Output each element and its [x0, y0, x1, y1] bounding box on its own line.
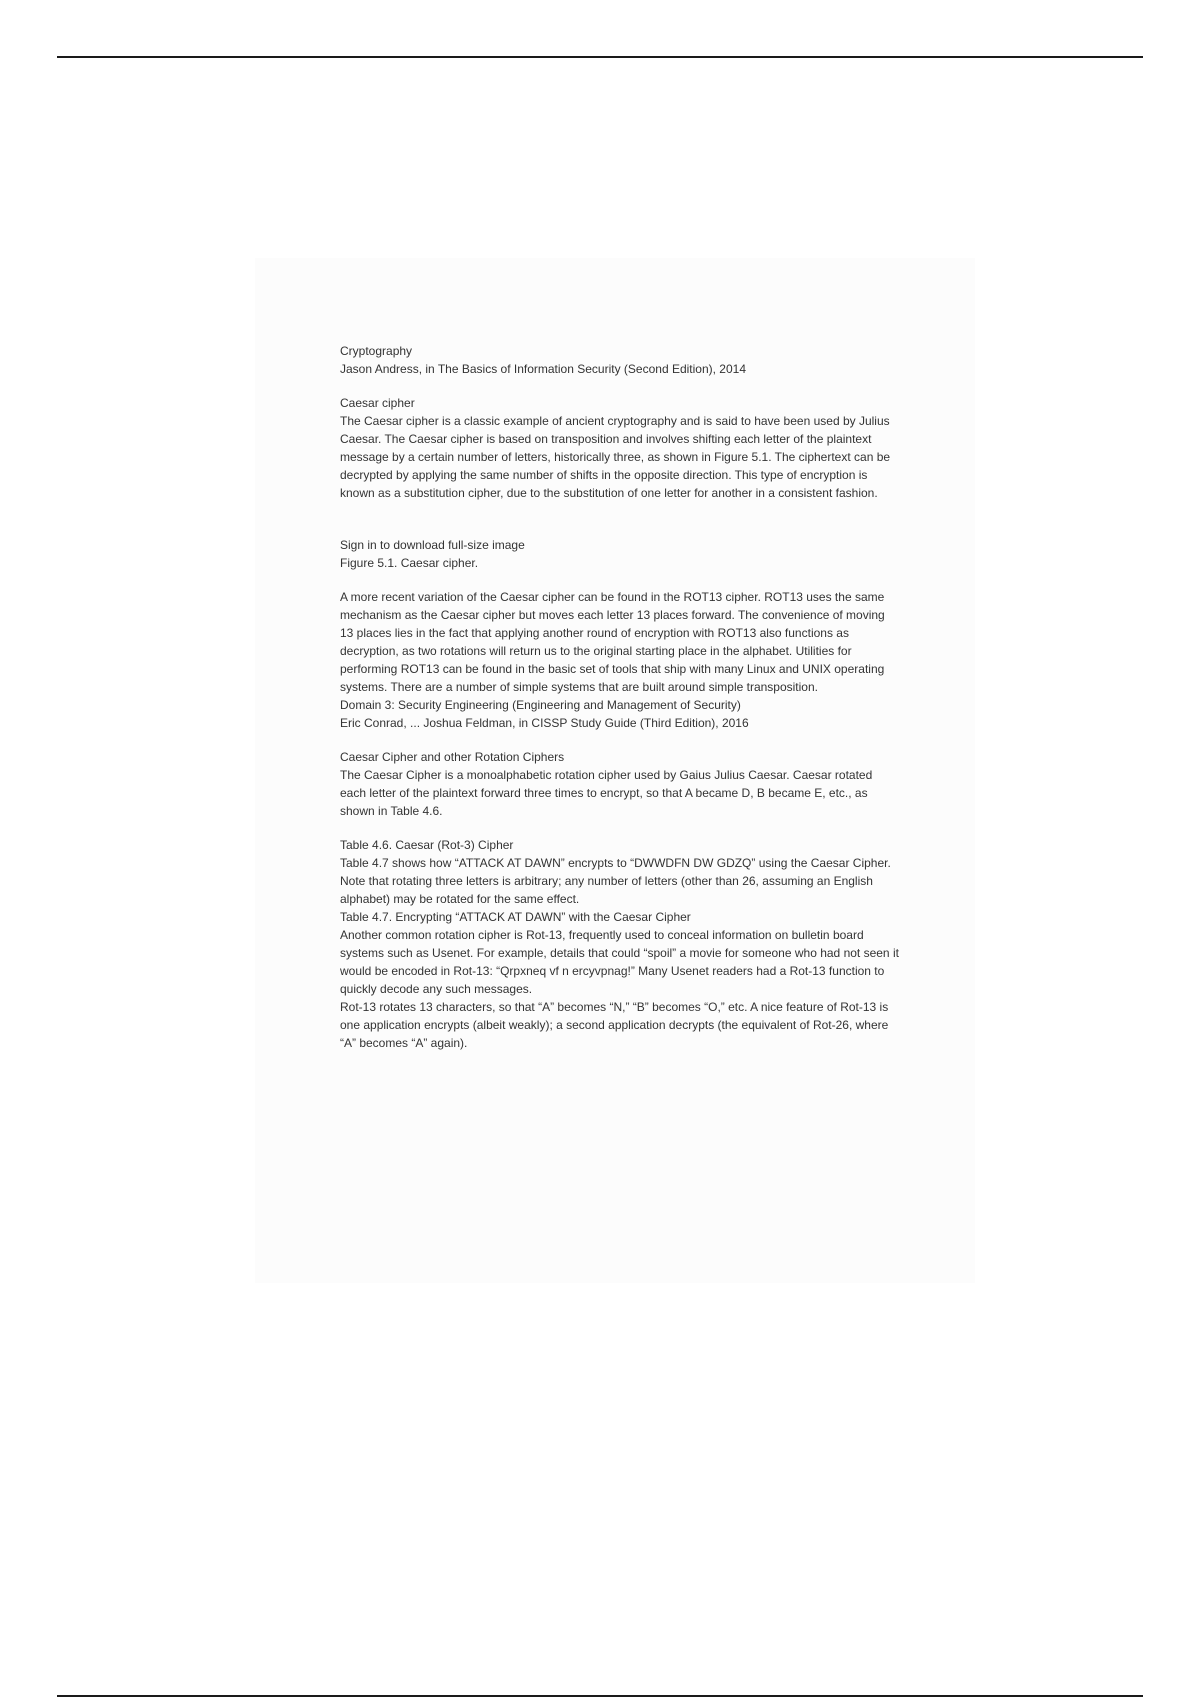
bottom-rule — [57, 1695, 1143, 1697]
paragraph: Rot-13 rotates 13 characters, so that “A” becomes “N,” “B” becomes “O,” etc. A nice feature of Rot-13 is one application encrypts (albeit weakly); a second application decrypts (the equivalent of Rot-26, where “A” becomes “A” again). — [340, 1000, 889, 1050]
top-rule — [57, 56, 1143, 58]
table-caption: Table 4.7. Encrypting “ATTACK AT DAWN” with the Caesar Cipher — [340, 910, 691, 924]
entry-header — [340, 342, 900, 378]
signin-download-link[interactable]: Sign in to download full-size image — [340, 538, 525, 552]
section-caesar — [340, 394, 900, 502]
paragraph: The Caesar Cipher is a monoalphabetic rotation cipher used by Gaius Julius Caesar. Caesar rotated each letter of the plaintext forward three times to encrypt, so that A became D, B became E, etc., as shown in Table 4.6. — [340, 768, 873, 818]
section-heading: Caesar Cipher and other Rotation Ciphers — [340, 750, 565, 764]
figure-caption: Figure 5.1. Caesar cipher. — [340, 556, 479, 570]
document-content — [340, 342, 900, 1052]
section-heading: Caesar cipher — [340, 396, 415, 410]
table-caption: Table 4.6. Caesar (Rot-3) Cipher — [340, 838, 514, 852]
entry-title: Domain 3: Security Engineering (Engineering and Management of Security) — [340, 698, 741, 712]
figure-block — [340, 536, 900, 572]
section-rotation-ciphers — [340, 748, 900, 820]
entry-source: Jason Andress, in The Basics of Information Security (Second Edition), 2014 — [340, 362, 746, 376]
paragraph: The Caesar cipher is a classic example of ancient cryptography and is said to have been used by Julius Caesar. The Caesar cipher is based on transposition and involves shifting each letter of the plaintext message by a certain number of letters, historically three, as shown in Figure 5.1. The ciphertext can be decrypted by applying the same number of shifts in the opposite direction. This type of encryption is known as a substitution cipher, due to the substitution of one letter for another in a consistent fashion. — [340, 414, 891, 500]
paragraph: A more recent variation of the Caesar cipher can be found in the ROT13 cipher. ROT13 uses the same mechanism as the Caesar cipher but moves each letter 13 places forward. The convenience of moving 13 places lies in the fact that applying another round of encryption with ROT13 also functions as decryption, as two rotations will return us to the original starting place in the alphabet. Utilities for performing ROT13 can be found in the basic set of tools that ship with many Linux and UNIX operating systems. There are a number of simple systems that are built around simple transposition. — [340, 590, 885, 694]
paragraph: Table 4.7 shows how “ATTACK AT DAWN” encrypts to “DWWDFN DW GDZQ” using the Caesar Cipher. Note that rotating three letters is arbitrary; any number of letters (other than 26, assuming an English alphabet) may be rotated for the same effect. — [340, 856, 891, 906]
entry-source: Eric Conrad, ... Joshua Feldman, in CISSP Study Guide (Third Edition), 2016 — [340, 716, 749, 730]
entry-header — [340, 696, 900, 732]
paragraph: Another common rotation cipher is Rot-13, frequently used to conceal information on bulletin board systems such as Usenet. For example, details that could “spoil” a movie for someone who had not seen it would be encoded in Rot-13: “Qrpxneq vf n ercyvpnag!” Many Usenet readers had a Rot-13 function to quickly decode any such messages. — [340, 928, 899, 996]
entry-title: Cryptography — [340, 344, 413, 358]
